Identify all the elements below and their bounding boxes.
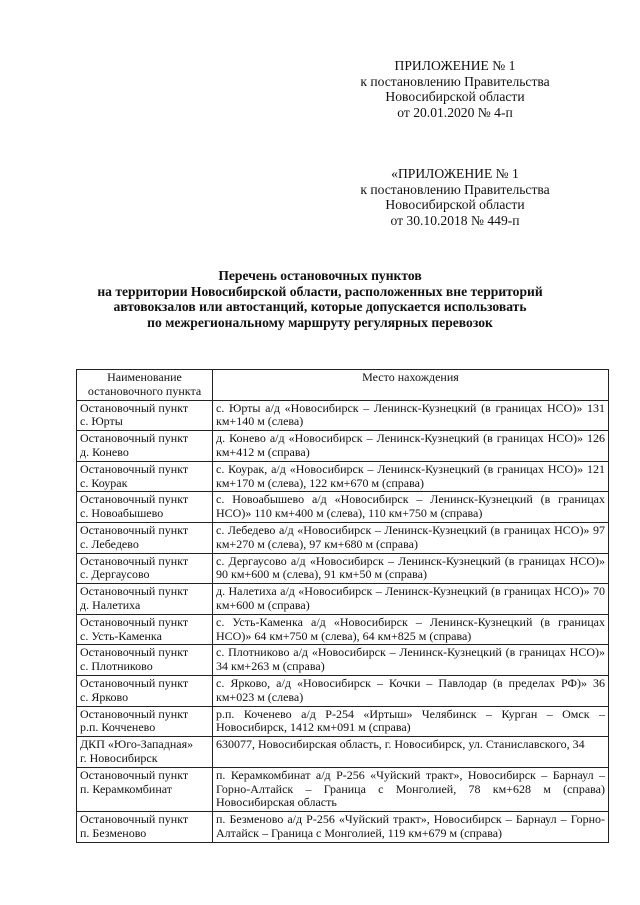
stop-location-cell: 630077, Новосибирская область, г. Новосибирск, ул. Станиславского, 34 — [213, 737, 609, 768]
stop-name-cell — [77, 737, 213, 768]
stop-location-cell: п. Керамкомбинат а/д Р-256 «Чуйский тракт», Новосибирск – Барнаул – Горно-Алтайск – Граница с Монголией, 78 км+628 м (справа) Новосибирская область — [213, 767, 609, 811]
table-row — [77, 706, 609, 737]
stop-name-cell — [77, 553, 213, 584]
stop-type: Остановочный пункт — [80, 767, 189, 782]
stop-location-cell: с. Дергаусово а/д «Новосибирск – Ленинск-Кузнецкий (в границах НСО)» 90 км+600 м (слева), 91 км+50 м (справа) — [213, 553, 609, 584]
stop-place: с. Новоабышево — [80, 506, 164, 521]
stop-place: п. Керамкомбинат — [80, 781, 173, 796]
stop-name-cell — [77, 645, 213, 676]
stop-place: с. Ярково — [80, 689, 129, 704]
stop-name-cell — [77, 584, 213, 615]
stop-type: ДКП «Юго-Западная» — [80, 737, 194, 752]
stops-table — [76, 369, 609, 843]
table-row — [77, 431, 609, 462]
stop-location-cell: с. Новоабышево а/д «Новосибирск – Ленинск-Кузнецкий (в границах НСО)» 110 км+400 м (слева), 110 км+750 м (справа) — [213, 492, 609, 523]
appendix-line: от 30.10.2018 № 449-п — [390, 212, 520, 228]
document-title — [60, 268, 580, 330]
stop-type: Остановочный пункт — [80, 706, 189, 721]
stop-type: Остановочный пункт — [80, 645, 189, 660]
stop-location-cell: с. Коурак, а/д «Новосибирск – Ленинск-Кузнецкий (в границах НСО)» 121 км+170 м (слева), 122 км+670 м (справа) — [213, 461, 609, 492]
stop-location-cell: с. Усть-Каменка а/д «Новосибирск – Ленинск-Кузнецкий (в границах НСО)» 64 км+750 м (слева), 64 км+825 м (справа) — [213, 614, 609, 645]
stop-type: Остановочный пункт — [80, 584, 189, 599]
appendix-line: Новосибирской области — [385, 197, 525, 213]
appendix-line: Новосибирской области — [385, 89, 525, 105]
stop-place: с. Плотниково — [80, 659, 153, 674]
stop-name-cell — [77, 812, 213, 843]
stop-place: с. Лебедево — [80, 536, 139, 551]
stop-place: р.п. Кочченево — [80, 720, 156, 735]
title-line: автовокзалов или автостанций, которые допускается использовать — [113, 299, 527, 315]
table-row — [77, 614, 609, 645]
stop-name-cell — [77, 522, 213, 553]
stop-place: с. Юрты — [80, 414, 123, 429]
table-row — [77, 737, 609, 768]
stop-place: д. Налетиха — [80, 597, 141, 612]
table-row — [77, 400, 609, 431]
stop-place: д. Конево — [80, 444, 129, 459]
stop-name-cell — [77, 614, 213, 645]
stop-location-cell: д. Налетиха а/д «Новосибирск – Ленинск-Кузнецкий (в границах НСО)» 70 км+600 м (справа) — [213, 584, 609, 615]
stop-name-cell — [77, 400, 213, 431]
header-stop-name: Наименование остановочного пункта — [77, 370, 213, 401]
stop-type: Остановочный пункт — [80, 522, 189, 537]
table-row — [77, 492, 609, 523]
title-line: Перечень остановочных пунктов — [218, 268, 422, 283]
table-row — [77, 812, 609, 843]
table-row — [77, 584, 609, 615]
table-row — [77, 645, 609, 676]
stop-location-cell: р.п. Коченево а/д Р-254 «Иртыш» Челябинск – Курган – Омск – Новосибирск, 1412 км+091 м (справа) — [213, 706, 609, 737]
stop-type: Остановочный пункт — [80, 431, 189, 446]
stop-name-cell — [77, 675, 213, 706]
appendix-line: от 20.01.2020 № 4-п — [397, 104, 513, 120]
stop-place: п. Безменово — [80, 825, 147, 840]
stop-place: с. Усть-Каменка — [80, 628, 162, 643]
stop-place: с. Коурак — [80, 475, 128, 490]
appendix-current — [340, 58, 570, 120]
appendix-line: к постановлению Правительства — [360, 181, 550, 197]
header-location: Место нахождения — [213, 370, 609, 401]
stop-name-cell — [77, 492, 213, 523]
stop-type: Остановочный пункт — [80, 812, 189, 827]
stop-location-cell: п. Безменово а/д Р-256 «Чуйский тракт», Новосибирск – Барнаул – Горно-Алтайск – Граница с Монголией, 119 км+679 м (справа) — [213, 812, 609, 843]
stop-location-cell: с. Плотниково а/д «Новосибирск – Ленинск-Кузнецкий (в границах НСО)» 34 км+263 м (справа) — [213, 645, 609, 676]
stop-place: г. Новосибирск — [80, 750, 158, 765]
table-row — [77, 767, 609, 811]
appendix-line: к постановлению Правительства — [360, 73, 550, 89]
title-line: по межрегиональному маршруту регулярных перевозок — [147, 314, 493, 330]
stop-type: Остановочный пункт — [80, 614, 189, 629]
stop-name-cell — [77, 461, 213, 492]
stop-place: с. Дергаусово — [80, 567, 150, 582]
table-row — [77, 553, 609, 584]
appendix-line: «ПРИЛОЖЕНИЕ № 1 — [391, 166, 519, 181]
stop-type: Остановочный пункт — [80, 492, 189, 507]
stop-location-cell: д. Конево а/д «Новосибирск – Ленинск-Кузнецкий (в границах НСО)» 126 км+412 м (справа) — [213, 431, 609, 462]
stop-type: Остановочный пункт — [80, 461, 189, 476]
stop-location-cell: с. Юрты а/д «Новосибирск – Ленинск-Кузнецкий (в границах НСО)» 131 км+140 м (слева) — [213, 400, 609, 431]
table-row — [77, 461, 609, 492]
title-line: на территории Новосибирской области, расположенных вне территорий — [97, 283, 543, 299]
table-row — [77, 522, 609, 553]
table-header-row — [77, 370, 609, 401]
stop-name-cell — [77, 431, 213, 462]
table-row — [77, 675, 609, 706]
stop-type: Остановочный пункт — [80, 553, 189, 568]
appendix-previous — [340, 166, 570, 228]
stop-name-cell — [77, 767, 213, 811]
stop-type: Остановочный пункт — [80, 400, 189, 415]
stop-name-cell — [77, 706, 213, 737]
appendix-line: ПРИЛОЖЕНИЕ № 1 — [394, 58, 516, 73]
stop-location-cell: с. Ярково, а/д «Новосибирск – Кочки – Павлодар (в пределах РФ)» 36 км+023 м (слева) — [213, 675, 609, 706]
stop-location-cell: с. Лебедево а/д «Новосибирск – Ленинск-Кузнецкий (в границах НСО)» 97 км+270 м (слева), 97 км+680 м (справа) — [213, 522, 609, 553]
stop-type: Остановочный пункт — [80, 675, 189, 690]
